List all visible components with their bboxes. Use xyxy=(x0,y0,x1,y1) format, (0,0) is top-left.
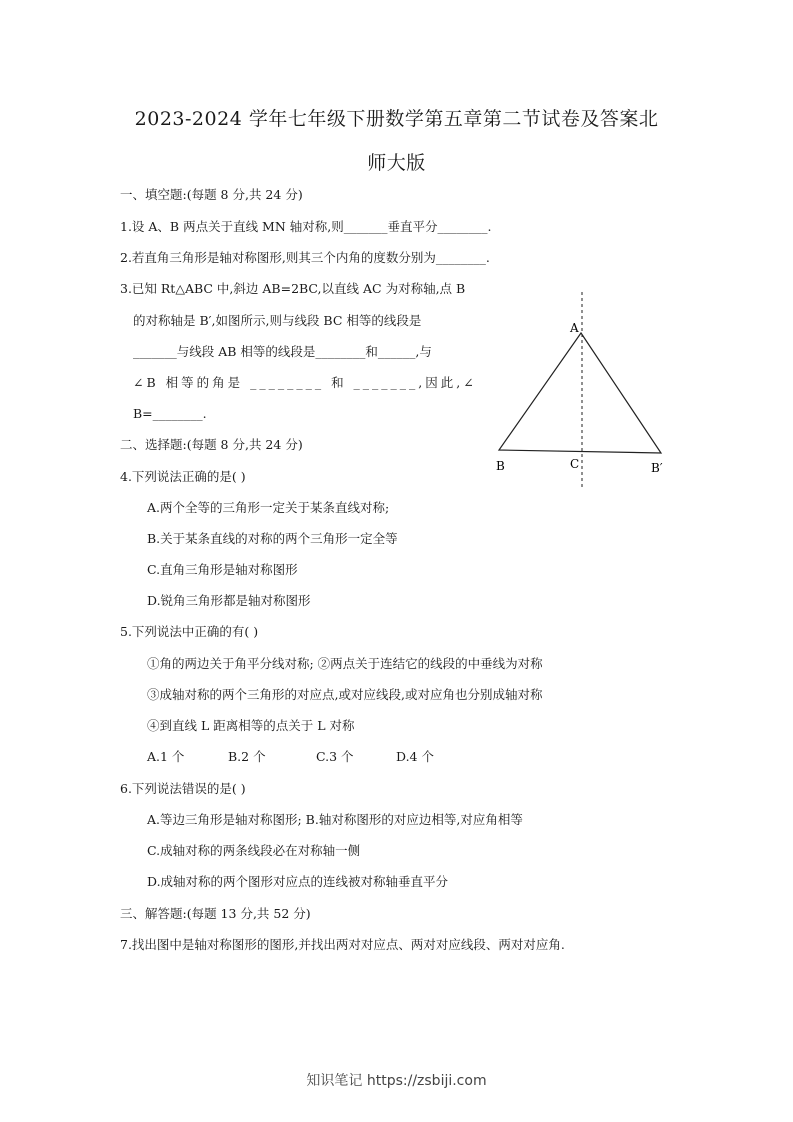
question-4-option-d: D.锐角三角形都是轴对称图形 xyxy=(147,593,311,608)
question-5-statement-3: ③成轴对称的两个三角形的对应点,或对应线段,或对应角也分别成轴对称 xyxy=(147,687,543,702)
question-5-option-a: A.1 个 xyxy=(147,749,185,764)
triangle-abb-prime xyxy=(499,333,661,453)
question-6-option-d: D.成轴对称的两个图形对应点的连线被对称轴垂直平分 xyxy=(147,874,449,889)
label-a: A xyxy=(570,321,579,335)
triangle-diagram xyxy=(490,290,680,490)
question-4-option-a: A.两个全等的三角形一定关于某条直线对称; xyxy=(147,500,390,515)
question-1: 1.设 A、B 两点关于直线 MN 轴对称,则_______垂直平分________. xyxy=(120,219,492,234)
question-3-line2: 的对称轴是 B′,如图所示,则与线段 BC 相等的线段是 xyxy=(133,313,422,328)
section3-heading: 三、解答题:(每题 13 分,共 52 分) xyxy=(120,906,311,921)
question-6-option-c: C.成轴对称的两条线段必在对称轴一侧 xyxy=(147,843,361,858)
question-6-option-a-b: A.等边三角形是轴对称图形; B.轴对称图形的对应边相等,对应角相等 xyxy=(147,812,523,827)
question-6-stem: 6.下列说法错误的是( ) xyxy=(120,781,246,796)
question-5-stem: 5.下列说法中正确的有( ) xyxy=(120,624,259,639)
question-5-option-b: B.2 个 xyxy=(228,749,266,764)
question-3-line4: ∠B 相等的角是 ________ 和 _______,因此,∠ xyxy=(133,375,477,390)
section1-heading: 一、填空题:(每题 8 分,共 24 分) xyxy=(120,187,303,202)
page-title-line2: 师大版 xyxy=(367,152,426,174)
question-5-option-c: C.3 个 xyxy=(316,749,354,764)
question-5-statement-4: ④到直线 L 距离相等的点关于 L 对称 xyxy=(147,718,355,733)
question-3-line3: _______与线段 AB 相等的线段是________和______,与 xyxy=(133,344,432,359)
page-title-line1: 2023-2024 学年七年级下册数学第五章第二节试卷及答案北 xyxy=(134,108,659,130)
footer-watermark: 知识笔记 https://zsbiji.com xyxy=(306,1073,487,1089)
question-4-stem: 4.下列说法正确的是( ) xyxy=(120,469,246,484)
question-3-line1: 3.已知 Rt△ABC 中,斜边 AB=2BC,以直线 AC 为对称轴,点 B xyxy=(120,281,466,296)
question-4-option-b: B.关于某条直线的对称的两个三角形一定全等 xyxy=(147,531,398,546)
question-5-statement-1-2: ①角的两边关于角平分线对称; ②两点关于连结它的线段的中垂线为对称 xyxy=(147,656,543,671)
label-b: B xyxy=(496,459,505,473)
question-7: 7.找出图中是轴对称图形的图形,并找出两对对应点、两对对应线段、两对对应角. xyxy=(120,937,565,952)
question-3-line5: B=________. xyxy=(133,406,207,421)
label-b-prime: B′ xyxy=(651,461,663,475)
label-c: C xyxy=(570,457,580,471)
question-5-option-d: D.4 个 xyxy=(396,749,434,764)
section2-heading: 二、选择题:(每题 8 分,共 24 分) xyxy=(120,437,303,452)
question-2: 2.若直角三角形是轴对称图形,则其三个内角的度数分别为________. xyxy=(120,250,490,265)
question-4-option-c: C.直角三角形是轴对称图形 xyxy=(147,562,298,577)
